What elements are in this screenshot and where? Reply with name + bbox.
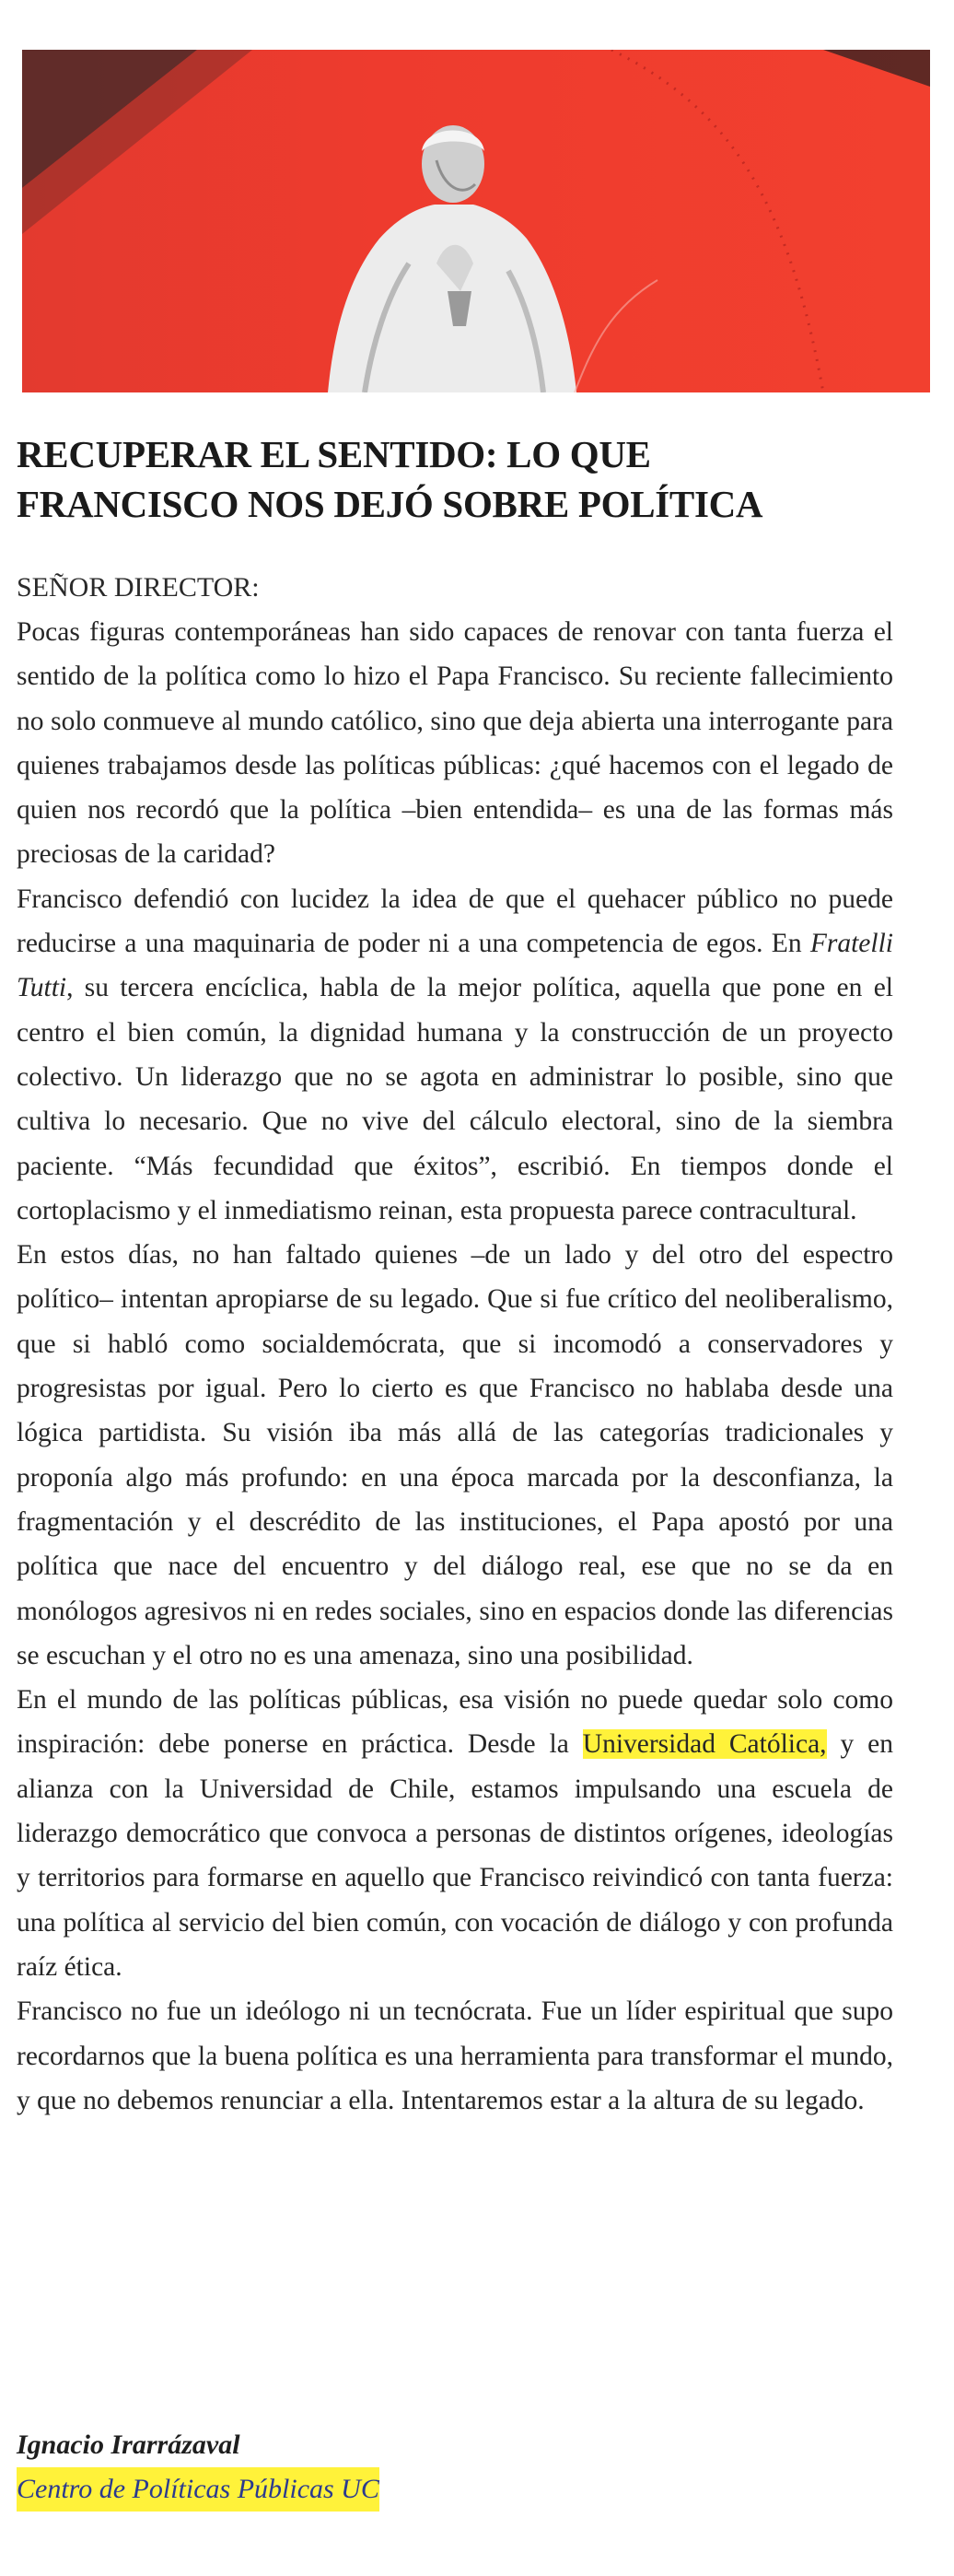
encyclical-title: Fratelli Tutti — [17, 929, 893, 1003]
highlighted-university: Universidad Católica, — [582, 1729, 827, 1760]
pope-francis-praying-photo — [22, 50, 930, 392]
hero-photo — [22, 50, 930, 392]
salutation: SEÑOR DIRECTOR: — [17, 572, 260, 603]
headline-line-1: RECUPERAR EL SENTIDO: LO QUE — [17, 433, 651, 475]
letter-body — [17, 610, 893, 2123]
paragraph-4-start: En el mundo de las políticas públicas, esa visión no puede quedar solo como inspiración: debe ponerse en práctica. Desde la — [17, 1685, 893, 1760]
paragraph-2-end: , su tercera encíclica, habla de la mejor política, aquella que pone en el centro el bien común, la dignidad humana y la construcción de un proyecto colectivo. Un liderazgo que no se agota en administrar lo posible, sino que cultiva lo necesario. Que no vive del cálculo electoral, sino de la siembra paciente. “Más fecundidad que éxitos”, escribió. En tiempos donde el cortoplacismo y el inmediatismo reinan, esta propuesta parece contracultural. — [17, 973, 893, 1225]
paragraph-4 — [17, 1678, 893, 1989]
headline-line-2: FRANCISCO NOS DEJÓ SOBRE POLÍTICA — [17, 483, 763, 525]
paragraph-1: Pocas figuras contemporáneas han sido capaces de renovar con tanta fuerza el sentido de la política como lo hizo el Papa Francisco. Su reciente fallecimiento no solo conmueve al mundo católico, sino que deja abierta una interrogante para quienes trabajamos desde las políticas públicas: ¿qué hacemos con el legado de quien nos recordó que la política –bien entendida– es una de las formas más preciosas de la caridad? — [17, 617, 893, 870]
signature-block — [17, 2423, 379, 2512]
letter-headline — [17, 429, 937, 529]
paragraph-4-end: y en alianza con la Universidad de Chile, estamos impulsando una escuela de liderazgo democrático que convoca a personas de distintos orígenes, ideologías y territorios para formarse en aquello que Francisco reivindicó con tanta fuerza: una política al servicio del bien común, con vocación de diálogo y con profunda raíz ética. — [17, 1729, 894, 1982]
paragraph-2-start: Francisco defendió con lucidez la idea de que el quehacer público no puede reducirse a una maquinaria de poder ni a una competencia de egos. En — [17, 884, 893, 959]
author-name: Ignacio Irarrázaval — [17, 2430, 240, 2460]
paragraph-3: En estos días, no han faltado quienes –de un lado y del otro del espectro político– intentan apropiarse de su legado. Que si fue crítico del neoliberalismo, que si habló como socialdemócrata, que si incomodó a conservadores y progresistas por igual. Pero lo cierto es que Francisco no hablaba desde una lógica partidista. Su visión iba más allá de las categorías tradicionales y proponía algo más profundo: en una época marcada por la desconfianza, la fragmentación y el descrédito de las instituciones, el Papa apostó por una política que nace del encuentro y del diálogo real, ese que no se da en monólogos agresivos ni en redes sociales, sino en espacios donde las diferencias se escuchan y el otro no es una amenaza, sino una posibilidad. — [17, 1240, 893, 1670]
author-organization: Centro de Políticas Públicas UC — [17, 2467, 379, 2512]
paragraph-5: Francisco no fue un ideólogo ni un tecnócrata. Fue un líder espiritual que supo recordarnos que la buena política es una herramienta para transformar el mundo, y que no debemos renunciar a ella. Intentaremos estar a la altura de su legado. — [17, 1996, 893, 2115]
paragraph-2 — [17, 877, 893, 1233]
